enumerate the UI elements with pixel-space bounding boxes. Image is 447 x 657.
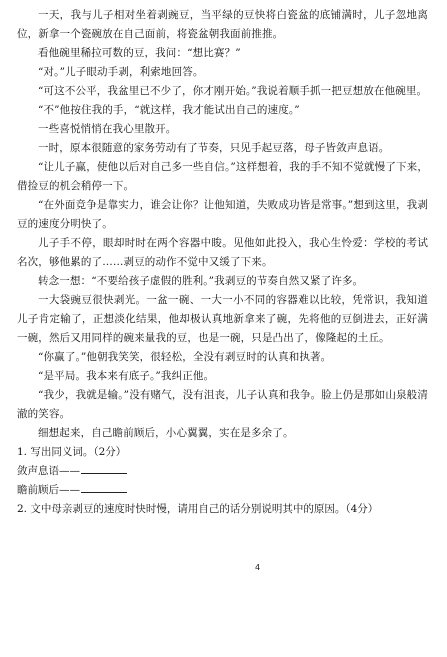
story-paragraph-13: “你赢了。”他朝我笑笑，很轻松，全没有剥豆时的认真和执著。 (38, 351, 332, 363)
answer-blank-1[interactable] (81, 462, 127, 474)
story-paragraph-8: “让儿子赢，使他以后对自己多一些自信。”这样想着，我的手不知不觉就慢了下来，借捡豆的机会稍停一下。 (17, 161, 428, 192)
story-paragraph-2: 看他碗里稀拉可数的豆，我问：“想比赛？” (38, 47, 241, 59)
story-paragraph-11: 转念一想：“不要给孩子虚假的胜利。”我剥豆的节奏自然又紧了许多。 (38, 275, 364, 287)
question-1-item-2-label: 瞻前顾后—— (17, 484, 80, 496)
story-paragraph-14: “是平局。我本来有底子。”我纠正他。 (38, 370, 215, 382)
answer-blank-2[interactable] (81, 481, 127, 493)
story-paragraph-5: “不”他按住我的手，“就这样，我才能试出自己的速度。” (38, 104, 300, 116)
story-paragraph-10: 儿子手不停，眼却时时在两个容器中睃。见他如此投入，我心生怜爱：学校的考试名次，够他累的了……剥豆的动作不觉中又缓了下来。 (17, 237, 428, 268)
story-paragraph-7: 一时，原本很随意的家务劳动有了节奏，只见手起豆落，母子皆敛声息语。 (38, 142, 390, 154)
story-paragraph-15: “我少，我就是输。”没有赌气，没有沮丧，儿子认真和我争。脸上仍是那如山泉般清澈的笑容。 (17, 389, 428, 420)
question-1-item-1 (17, 462, 428, 481)
story-paragraph-6: 一些喜悦悄悄在我心里散开。 (38, 123, 177, 135)
story-paragraph-4: “可这不公平，我盆里已不少了，你才刚开始。”我说着顺手抓一把豆想放在他碗里。 (38, 85, 428, 97)
question-1: 1. 写出同义词。（2分） (17, 446, 127, 458)
story-paragraph-9: “在外面竞争是靠实力，谁会让你？让他知道，失败成功皆是常事。”想到这里，我剥豆的速度分明快了。 (17, 199, 428, 230)
story-paragraph-12: 一大袋豌豆很快剥光。一盆一碗、一大一小不同的容器难以比较，凭常识，我知道儿子肯定输了，正想淡化结果，他却极认真地新拿来了碗，先将他的豆倒进去，正好满一碗，然后又用同样的碗来量我的豆，也是一碗，只是凸出了，像隆起的土丘。 (17, 294, 428, 344)
question-2: 2. 文中母亲剥豆的速度时快时慢，请用自己的话分别说明其中的原因。（4分） (17, 503, 379, 515)
story-paragraph-16: 细想起来，自己瞻前顾后，小心翼翼，实在是多余了。 (38, 427, 294, 439)
question-1-item-2 (17, 481, 428, 500)
story-paragraph-1: 一天，我与儿子相对坐着剥豌豆，当平绿的豆快将白瓷盆的底铺满时，儿子忽地离位，新拿一个瓷碗放在自己面前，将瓷盆朝我面前推推。 (17, 9, 428, 40)
story-paragraph-3: “对。”儿子眼动手剥，利索地回答。 (38, 66, 204, 78)
page-number: 4 (255, 563, 261, 572)
question-1-item-1-label: 敛声息语—— (17, 465, 80, 477)
